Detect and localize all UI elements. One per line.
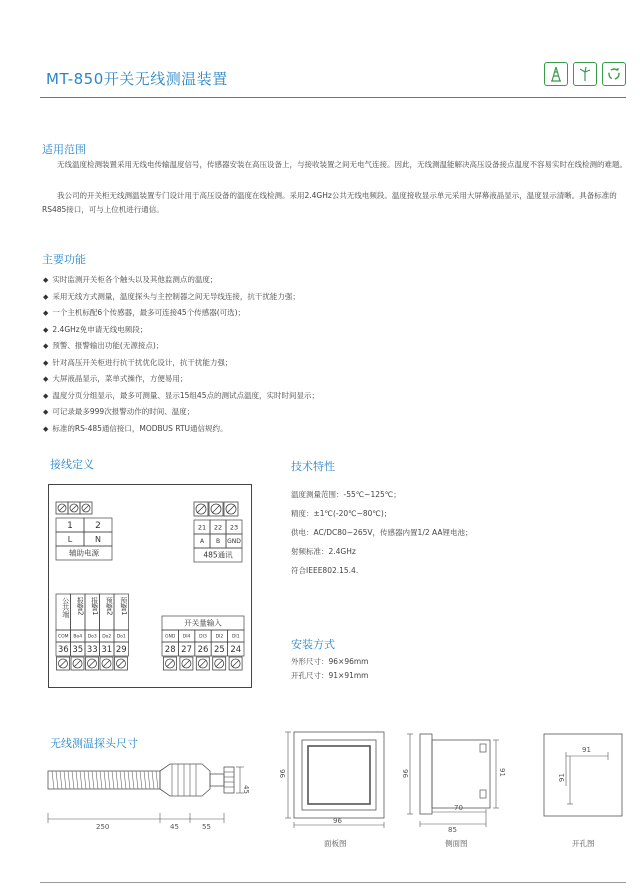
probe-thread-line (144, 771, 146, 789)
install-heading: 安装方式 (291, 638, 335, 651)
probe-thread-line (132, 771, 134, 789)
side-caption: 侧面图 (445, 839, 468, 848)
side-dim-total: 85 (448, 826, 457, 834)
di-code: GND (165, 634, 176, 640)
side-dim-inner: 91 (498, 768, 506, 777)
terminal-screw (103, 660, 110, 667)
probe-thread-line (156, 771, 158, 789)
terminal-screw (71, 505, 77, 511)
power-terminal-number: 2 (95, 521, 101, 532)
probe-heading: 无线测温探头尺寸 (50, 737, 138, 750)
probe-dim-length: 250 (96, 823, 110, 831)
cutout-dim-width: 91 (582, 746, 591, 754)
feature-item: ◆ 一个主机标配6个传感器，最多可连接45个传感器(可选)； (43, 305, 603, 322)
probe-thread-line (108, 771, 110, 789)
rs485-terminal-label: B (215, 538, 221, 546)
panel-drawing (279, 726, 392, 834)
feature-item: ◆ 标准的RS-485通信接口，MODBUS RTU通信规约。 (43, 421, 603, 438)
probe-drawing (40, 755, 250, 835)
rs485-terminal-number: 22 (213, 523, 223, 532)
di-code: DI4 (182, 634, 191, 640)
terminal-screw (232, 660, 239, 667)
feature-item: ◆ 2.4GHz免申请无线电频段； (43, 322, 603, 339)
di-terminal-number: 28 (164, 645, 176, 656)
relay-terminal-number: 31 (101, 645, 113, 656)
wind-turbine-icon (573, 62, 597, 86)
feature-item: ◆ 温度分页分组显示，最多可测量、显示15组45点的测试点温度，实时时间显示； (43, 388, 603, 405)
terminal-screw (74, 660, 81, 667)
probe-thread-line (124, 771, 126, 789)
probe-thread-line (96, 771, 98, 789)
tech-spec-line: 供电：AC/DC80~265V，传感器内置1/2 AA锂电池； (291, 528, 473, 537)
relay-code: Do2 (102, 634, 112, 640)
outline-size: 外形尺寸：96×96mm (291, 657, 369, 666)
footer-divider (40, 882, 626, 883)
di-terminal-number: 27 (181, 645, 193, 656)
features-list (43, 272, 603, 437)
relay-terminal-number: 35 (72, 645, 84, 656)
cutout-size: 开孔尺寸：91×91mm (291, 671, 369, 680)
wiring-heading: 接线定义 (50, 458, 94, 471)
rs485-terminal-number: 21 (197, 523, 207, 532)
recycle-icon (602, 62, 626, 86)
power-caption: 辅助电源 (69, 548, 99, 558)
feature-item: ◆ 大屏液晶显示，菜单式操作，方便易用； (43, 371, 603, 388)
probe-thread-line (140, 771, 142, 789)
di-code: DI1 (231, 634, 240, 640)
tech-spec-line: 温度测量范围：-55℃~125℃； (291, 490, 401, 499)
relay-terminal-number: 33 (86, 645, 98, 656)
cutout-drawing (538, 726, 628, 834)
features-heading: 主要功能 (42, 253, 86, 266)
probe-thread-line (60, 771, 62, 789)
di-code: DI2 (215, 634, 224, 640)
cutout-dim-height: 91 (558, 773, 566, 782)
tower-icon (544, 62, 568, 86)
relay-name: 报警2 (76, 597, 85, 616)
feature-item: ◆ 实时监测开关柜各个触头以及其他监测点的温度； (43, 272, 603, 289)
probe-thread-line (92, 771, 94, 789)
page-title: MT-850开关无线测温装置 (46, 70, 228, 88)
side-dim-depth: 70 (454, 804, 463, 812)
tech-spec-line: 符合IEEE802.15.4. (291, 566, 359, 575)
probe-thread-line (76, 771, 78, 789)
feature-item: ◆ 针对高压开关柜进行抗干扰优化设计，抗干扰能力强； (43, 355, 603, 372)
probe-thread-line (80, 771, 82, 789)
terminal-screw (212, 505, 220, 513)
probe-thread-line (56, 771, 58, 789)
terminal-screw (83, 505, 89, 511)
probe-thread-line (128, 771, 130, 789)
scope-paragraph-2: 我公司的开关柜无线测温装置专门设计用于高压设备的温度在线检测。采用2.4GHz公共无线电频段。温度接收显示单元采用大屏幕液晶显示，温度显示清晰。具备标准的RS485接口，可与上位机进行通信。 (42, 191, 617, 214)
feature-item: ◆ 预警、报警输出功能(无源接点)； (43, 338, 603, 355)
install-specs (291, 655, 368, 683)
relay-code: Do3 (87, 634, 97, 640)
wiring-diagram (48, 484, 252, 688)
title-divider (40, 97, 626, 98)
probe-dim-body: 45 (170, 823, 179, 831)
probe-thread-line (68, 771, 70, 789)
relay-name: 预警2 (105, 597, 114, 616)
probe-thread-line (152, 771, 154, 789)
side-drawing (400, 726, 510, 834)
relay-terminal-number: 29 (115, 645, 127, 656)
cutout-caption: 开孔图 (572, 839, 595, 848)
power-terminal-label: L (67, 534, 73, 544)
di-code: DI3 (199, 634, 207, 640)
rs485-caption: 485通讯 (203, 550, 233, 560)
header-icons (544, 62, 626, 86)
probe-thread-line (116, 771, 118, 789)
terminal-screw (89, 660, 96, 667)
di-terminal-number: 24 (230, 645, 242, 656)
feature-item: ◆ 可记录最多999次报警动作的时间、温度； (43, 404, 603, 421)
tech-specs (291, 485, 611, 580)
panel-dim-height: 96 (279, 769, 287, 778)
probe-thread-line (100, 771, 102, 789)
probe-dim-height: 45 (242, 785, 250, 794)
probe-thread-line (52, 771, 54, 789)
probe-thread-line (120, 771, 122, 789)
feature-item: ◆ 采用无线方式测量，温度探头与主控制器之间无导线连接，抗干扰能力强； (43, 289, 603, 306)
relay-code: COM (57, 634, 69, 640)
scope-paragraph-1: 无线温度检测装置采用无线电传输温度信号，传感器安装在高压设备上，与接收装置之间无电气连接。因此，无线测温能解决高压设备接点温度不容易实时在线检测的难题。 (57, 160, 627, 169)
di-terminal-number: 25 (213, 645, 225, 656)
rs485-terminal-number: 23 (229, 523, 239, 532)
power-terminal-number: 1 (67, 521, 73, 532)
relay-code: Bo4 (73, 634, 83, 640)
terminal-screw (183, 660, 190, 667)
tech-heading: 技术特性 (291, 460, 335, 473)
terminal-screw (167, 660, 174, 667)
probe-thread-line (88, 771, 90, 789)
scope-heading: 适用范围 (42, 143, 86, 156)
di-caption: 开关量输入 (184, 618, 222, 628)
probe-thread-line (136, 771, 138, 789)
rs485-terminal-label: A (199, 538, 205, 546)
probe-thread-line (64, 771, 66, 789)
terminal-screw (60, 660, 67, 667)
terminal-screw (197, 505, 205, 513)
panel-caption: 面板图 (324, 839, 347, 848)
probe-thread-line (84, 771, 86, 789)
terminal-screw (216, 660, 223, 667)
power-terminal-label: N (95, 534, 101, 544)
probe-thread-line (148, 771, 150, 789)
di-terminal-number: 26 (197, 645, 209, 656)
terminal-screw (118, 660, 125, 667)
panel-dim-width: 96 (333, 817, 342, 825)
probe-dim-head: 55 (202, 823, 211, 831)
terminal-screw (227, 505, 235, 513)
probe-thread-line (104, 771, 106, 789)
relay-name: 公共端 (61, 597, 70, 618)
relay-name: 报警1 (90, 597, 99, 616)
probe-thread-line (72, 771, 74, 789)
relay-terminal-number: 36 (57, 645, 69, 656)
side-dim-height: 96 (402, 769, 410, 778)
rs485-terminal-label: GND (227, 538, 241, 546)
relay-code: Do1 (116, 634, 126, 640)
tech-spec-line: 射频标准：2.4GHz (291, 547, 356, 556)
relay-name: 预警1 (119, 597, 128, 616)
terminal-screw (199, 660, 206, 667)
terminal-screw (59, 505, 65, 511)
probe-thread-line (112, 771, 114, 789)
tech-spec-line: 精度：±1℃(-20℃~80℃)； (291, 509, 392, 518)
